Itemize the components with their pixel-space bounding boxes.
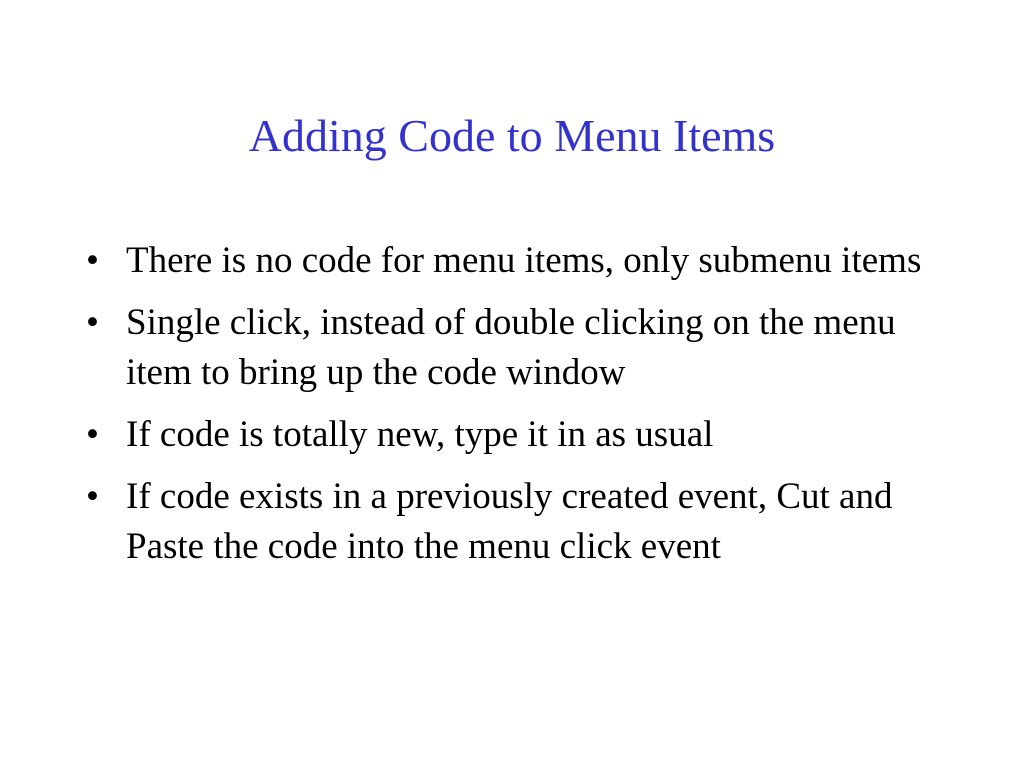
list-item (86, 236, 946, 286)
slide-title: Adding Code to Menu Items (248, 110, 776, 161)
list-item (86, 410, 946, 460)
list-item (86, 472, 946, 572)
bullet-icon: • (86, 476, 99, 517)
bullet-text: There is no code for menu items, only submenu items (126, 240, 922, 281)
bullet-text: Single click, instead of double clicking on the menu item to bring up the code window (126, 302, 896, 393)
bullet-list (86, 236, 946, 584)
bullet-icon: • (86, 240, 99, 281)
bullet-text: If code exists in a previously created event, Cut and Paste the code into the menu click event (126, 476, 893, 567)
bullet-icon: • (86, 414, 99, 455)
bullet-text: If code is totally new, type it in as usual (126, 414, 714, 455)
list-item (86, 298, 946, 398)
bullet-icon: • (86, 302, 99, 343)
